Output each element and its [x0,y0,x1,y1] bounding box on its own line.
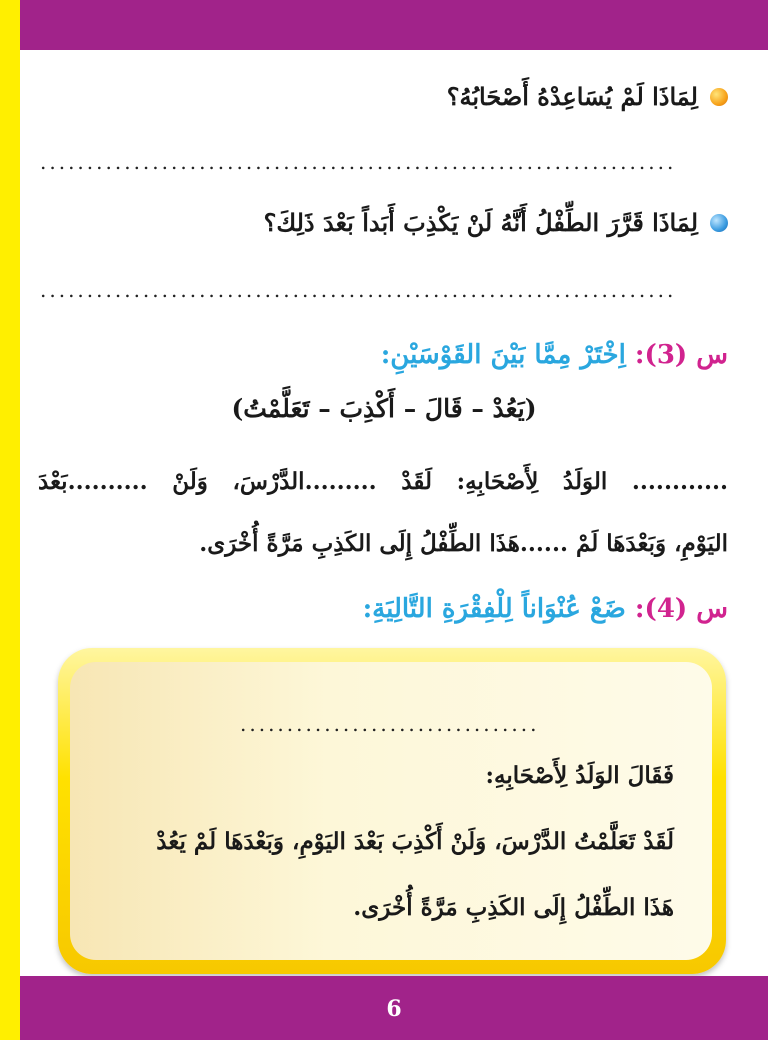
paragraph-line-3: هَذَا الطِّفْلُ إِلَى الكَذِبِ مَرَّةً أُخْرَى. [353,894,674,921]
orange-bullet-icon [710,88,728,106]
title-answer-line[interactable]: ................................ [240,712,540,736]
question-4-heading [363,594,728,624]
question-3-instruction: اِخْتَرْ مِمَّا بَيْنَ القَوْسَيْنِ: [380,340,626,370]
bottom-bar [20,976,768,1040]
paragraph-line-1: فَقَالَ الوَلَدُ لِأَصْحَابِهِ: [485,762,674,789]
answer-line-2[interactable]: .................................................................... [40,278,677,302]
question-2-text: لِمَاذَا قَرَّرَ الطِّفْلُ أَنَّهُ لَنْ يَكْذِبَ أَبَداً بَعْدَ ذَلِكَ؟ [263,208,698,237]
paragraph-line-2: لَقَدْ تَعَلَّمْتُ الدَّرْسَ، وَلَنْ أَكْذِبَ بَعْدَ اليَوْمِ، وَبَعْدَهَا لَمْ يَعُدْ [156,828,674,855]
top-bar [20,0,768,50]
fill-in-line-2[interactable]: اليَوْمِ، وَبَعْدَهَا لَمْ ......هَذَا الطِّفْلُ إِلَى الكَذِبِ مَرَّةً أُخْرَى. [199,530,728,557]
page-number: 6 [386,996,402,1022]
question-1 [447,82,728,111]
question-3-number: س (3): [634,340,728,370]
answer-line-1[interactable]: .................................................................... [40,150,677,174]
question-3-heading [381,340,728,370]
fill-in-line-1[interactable]: ............ الوَلَدُ لِأَصْحَابِهِ: لَقَدْ .........الدَّرْسَ، وَلَنْ ..........بَعْدَ [38,468,728,495]
paragraph-box [58,648,726,974]
question-4-instruction: ضَعْ عُنْوَاناً لِلْفِقْرَةِ التَّالِيَةِ: [362,594,626,624]
question-4-number: س (4): [634,594,728,624]
question-2 [264,208,728,237]
side-strip [0,0,20,1040]
blue-bullet-icon [710,214,728,232]
paragraph-box-inner [70,662,712,960]
question-1-text: لِمَاذَا لَمْ يُسَاعِدْهُ أَصْحَابُهُ؟ [446,82,698,111]
word-options: (يَعُدْ – قَالَ – أَكْذِبَ – تَعَلَّمْتُ) [231,394,537,423]
